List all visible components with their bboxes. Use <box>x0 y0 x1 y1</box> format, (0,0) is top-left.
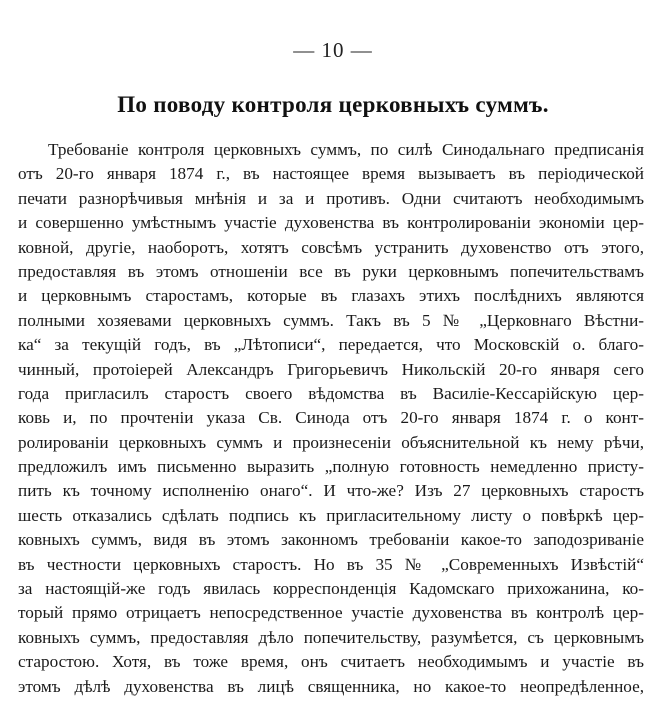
text-line: за настоящій-же годъ явилась корреспонденція Кадомскаго прихожанина, ко- <box>18 579 644 599</box>
text-line: предоставляя въ этомъ отношеніи все въ руки церковнымъ попечительствамъ <box>18 261 644 281</box>
page-number: — 10 — <box>293 38 373 62</box>
text-line: ка“ за текущій годъ, въ „Лѣтописи“, передается, что Московскій о. благо- <box>18 335 644 355</box>
text-line: предложилъ имъ письменно выразить „полную готовность немедленно присту- <box>18 457 644 477</box>
text-line: старостою. Хотя, въ тоже время, онъ считаетъ необходимымъ и участіе въ <box>18 652 644 672</box>
text-line: чинный, протоіерей Александръ Григорьевичъ Никольскій 20-го января сего <box>18 359 644 379</box>
text-line: этомъ дѣлѣ духовенства въ лицѣ священника, но какое-то неопредѣленное, <box>18 676 644 696</box>
text-line: отъ 20-го января 1874 г., въ настоящее время вызываетъ въ періодической <box>18 164 644 184</box>
text-line: торый прямо отрицаетъ непосредственное участіе духовенства въ контролѣ цер- <box>18 603 644 623</box>
article-body <box>18 138 644 699</box>
text-line: ковныхъ суммъ, предоставляя дѣло попечительству, разумѣется, съ церковнымъ <box>18 627 644 647</box>
text-line: и совершенно умѣстнымъ участіе духовенства въ контролированіи экономіи цер- <box>18 213 644 233</box>
text-line: печати разнорѣчивыя мнѣнія и за и противъ. Одни считаютъ необходимымъ <box>18 188 644 208</box>
text-line: Требованіе контроля церковныхъ суммъ, по силѣ Синодальнаго предписанія <box>48 140 644 159</box>
text-line: ковной, другіе, наоборотъ, хотятъ совсѣмъ устранить духовенство отъ этого, <box>18 237 644 257</box>
text-line: въ честности церковныхъ старостъ. Но въ 35 № „Современныхъ Извѣстій“ <box>18 554 644 574</box>
text-line: пить къ точному исполненію онаго“. И что-же? Изъ 27 церковныхъ старостъ <box>18 481 644 501</box>
text-line: ковныхъ суммъ, видя въ этомъ законномъ требованіи какое-то заподозриваніе <box>18 530 644 550</box>
text-line: года пригласилъ старостъ своего вѣдомства въ Василіе-Кессарійскую цер- <box>18 383 644 403</box>
text-line: и церковнымъ старостамъ, которые въ глазахъ этихъ послѣднихъ являются <box>18 286 644 306</box>
text-line: ковь и, по прочтеніи указа Св. Синода отъ 20-го января 1874 г. о конт- <box>18 408 644 428</box>
text-line: ролированіи церковныхъ суммъ и произнесеніи объяснительной къ нему рѣчи, <box>18 432 644 452</box>
text-line: полными хозяевами церковныхъ суммъ. Такъ въ 5 № „Церковнаго Вѣстни- <box>18 310 644 330</box>
text-line: шесть отказались сдѣлать подпись къ пригласительному листу о повѣркѣ цер- <box>18 505 644 525</box>
article-title: По поводу контроля церковныхъ суммъ. <box>117 92 549 117</box>
